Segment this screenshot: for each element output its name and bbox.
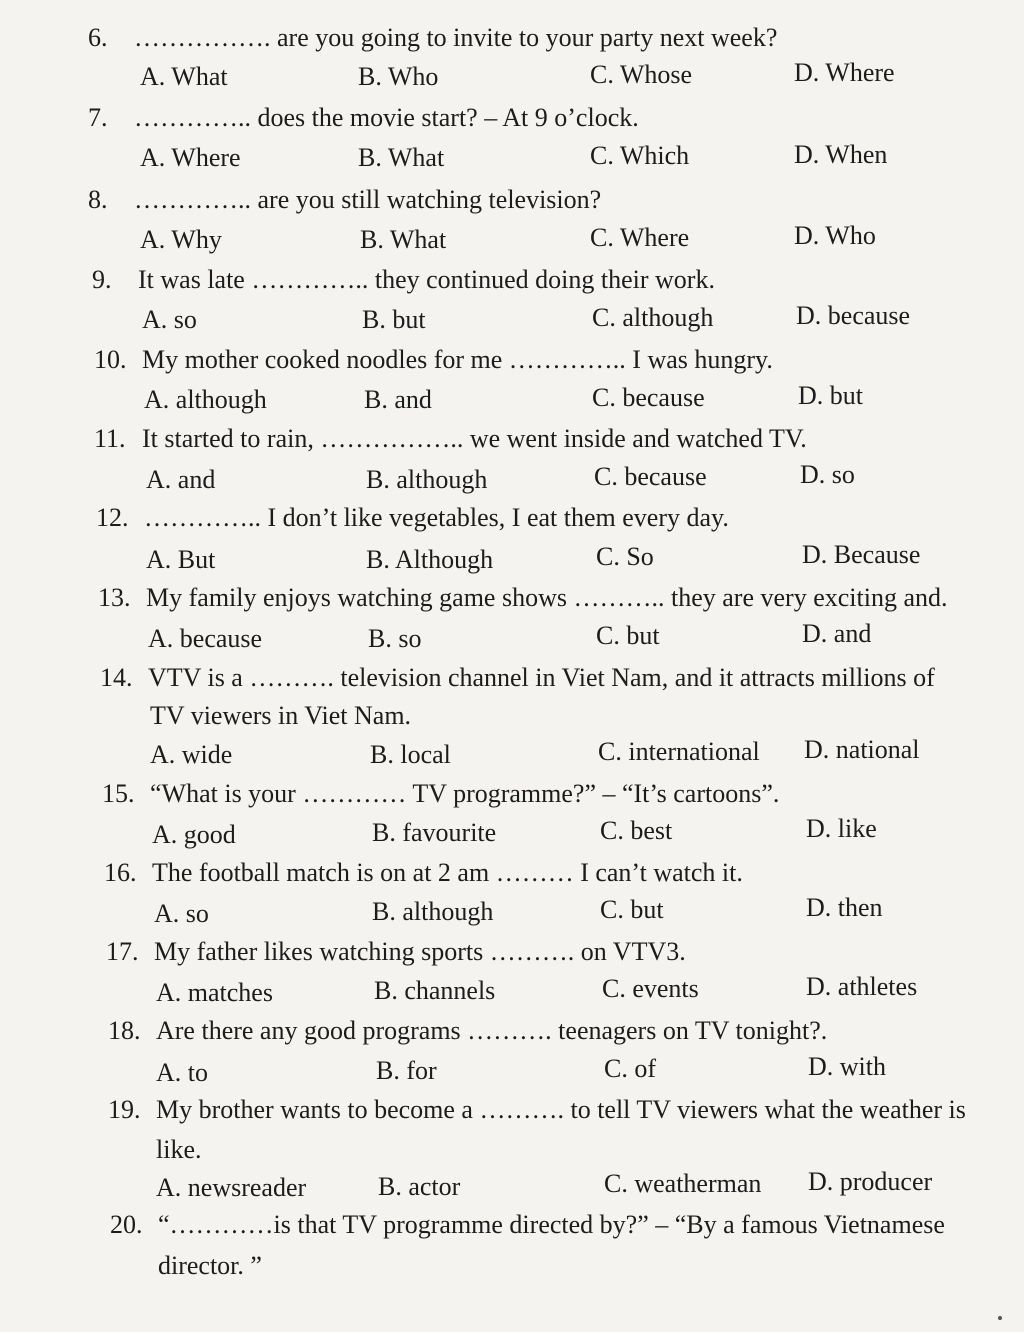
option-c[interactable]: C. international (598, 737, 760, 766)
option-b[interactable]: B. actor (378, 1172, 461, 1201)
question-stem (102, 774, 779, 814)
question-text: VTV is a ………. television channel in Viet Nam, and it attracts millions of (148, 663, 935, 692)
option-d[interactable]: D. so (800, 460, 855, 489)
option-c[interactable]: C. but (600, 895, 664, 924)
option-d[interactable]: D. and (802, 619, 872, 648)
option-c[interactable]: C. weatherman (604, 1169, 762, 1198)
question-number: 8. (88, 185, 108, 214)
option-c[interactable]: C. best (600, 816, 673, 845)
option-d[interactable]: D. When (794, 140, 888, 169)
option-a[interactable]: A. newsreader (156, 1173, 307, 1202)
question-number: 7. (88, 103, 108, 132)
question-text: My mother cooked noodles for me ………….. I was hungry. (142, 345, 773, 374)
option-c[interactable]: C. Whose (590, 60, 693, 89)
option-d[interactable]: D. like (806, 814, 877, 843)
option-b[interactable]: B. although (366, 465, 488, 494)
option-a[interactable]: A. to (156, 1058, 208, 1087)
question-text: My brother wants to become a ………. to tell TV viewers what the weather is (156, 1095, 966, 1124)
option-c[interactable]: C. because (592, 383, 705, 412)
question-stem (96, 498, 729, 538)
question-stem (108, 1011, 827, 1051)
option-a[interactable]: A. matches (156, 978, 273, 1007)
option-c[interactable]: C. because (594, 462, 707, 491)
option-a[interactable]: A. because (148, 624, 263, 653)
option-b[interactable]: B. so (368, 624, 422, 653)
option-d[interactable]: D. athletes (806, 972, 918, 1001)
question-number: 6. (88, 23, 108, 52)
question-continuation: like. (156, 1135, 202, 1164)
question-continuation: TV viewers in Viet Nam. (150, 701, 412, 730)
question-number: 12. (96, 503, 129, 532)
question-number: 15. (102, 779, 135, 808)
question-number: 16. (104, 858, 137, 887)
question-stem (94, 419, 807, 459)
question-continuation: director. ” (158, 1251, 262, 1280)
question-number: 13. (98, 583, 131, 612)
option-d[interactable]: D. Because (802, 540, 921, 569)
question-number: 14. (100, 663, 133, 692)
option-d[interactable]: D. then (806, 893, 883, 922)
question-stem (88, 98, 639, 138)
option-b[interactable]: B. channels (374, 976, 496, 1005)
question-stem (88, 18, 777, 58)
question-stem (88, 180, 601, 220)
option-a[interactable]: A. so (154, 899, 209, 928)
question-stem (94, 340, 773, 380)
option-b[interactable]: B. and (364, 385, 432, 414)
question-number: 10. (94, 345, 127, 374)
question-number: 17. (106, 937, 139, 966)
option-d[interactable]: D. because (796, 301, 911, 330)
question-text: ………….. are you still watching television? (134, 185, 602, 214)
option-b[interactable]: B. Although (366, 545, 494, 574)
question-text: “…………is that TV programme directed by?” – “By a famous Vietnamese (158, 1210, 945, 1239)
option-c[interactable]: C. but (596, 621, 660, 650)
question-stem (104, 853, 743, 893)
question-stem (92, 260, 715, 300)
option-a[interactable]: A. so (142, 305, 197, 334)
question-text: It started to rain, …………….. we went inside and watched TV. (142, 424, 807, 453)
question-number: 18. (108, 1016, 141, 1045)
option-b[interactable]: B. but (362, 305, 426, 334)
question-stem (98, 578, 947, 618)
question-text: Are there any good programs ………. teenagers on TV tonight?. (156, 1016, 828, 1045)
option-a[interactable]: A. But (146, 545, 216, 574)
option-b[interactable]: B. favourite (372, 818, 497, 847)
option-d[interactable]: D. Where (794, 58, 895, 87)
question-text: My father likes watching sports ………. on VTV3. (154, 937, 686, 966)
option-c[interactable]: C. Which (590, 141, 690, 170)
question-text: “What is your ………… TV programme?” – “It’s cartoons”. (150, 779, 780, 808)
option-c[interactable]: C. So (596, 542, 654, 571)
option-a[interactable]: A. What (140, 62, 228, 91)
option-d[interactable]: D. but (798, 381, 863, 410)
question-stem (110, 1205, 945, 1245)
option-a[interactable]: A. wide (150, 740, 233, 769)
option-a[interactable]: A. although (144, 385, 267, 414)
option-a[interactable]: A. good (152, 820, 236, 849)
option-b[interactable]: B. Who (358, 62, 439, 91)
question-number: 20. (110, 1210, 143, 1239)
question-text: ………….. does the movie start? – At 9 o’clock. (134, 103, 639, 132)
option-b[interactable]: B. What (360, 225, 447, 254)
option-a[interactable]: A. Why (140, 225, 222, 254)
question-stem (108, 1090, 966, 1130)
question-text: ………….. I don’t like vegetables, I eat them every day. (144, 503, 729, 532)
question-stem (106, 932, 686, 972)
option-d[interactable]: D. producer (808, 1167, 933, 1196)
option-b[interactable]: B. although (372, 897, 494, 926)
option-b[interactable]: B. for (376, 1056, 437, 1085)
option-b[interactable]: B. local (370, 740, 451, 769)
question-text: ……………. are you going to invite to your party next week? (134, 23, 778, 52)
question-stem (100, 658, 935, 698)
page-speck (998, 1316, 1002, 1320)
option-a[interactable]: A. and (146, 465, 216, 494)
question-text: The football match is on at 2 am ……… I can’t watch it. (152, 858, 743, 887)
option-c[interactable]: C. events (602, 974, 699, 1003)
option-c[interactable]: C. Where (590, 223, 690, 252)
question-number: 9. (92, 265, 112, 294)
option-c[interactable]: C. although (592, 303, 714, 332)
option-d[interactable]: D. Who (794, 221, 876, 250)
option-a[interactable]: A. Where (140, 143, 241, 172)
option-d[interactable]: D. national (804, 735, 920, 764)
question-text: My family enjoys watching game shows ……….. they are very exciting and. (146, 583, 948, 612)
option-c[interactable]: C. of (604, 1054, 656, 1083)
question-text: It was late ………….. they continued doing their work. (138, 265, 715, 294)
option-d[interactable]: D. with (808, 1052, 886, 1081)
question-number: 11. (94, 424, 126, 453)
question-number: 19. (108, 1095, 141, 1124)
option-b[interactable]: B. What (358, 143, 445, 172)
